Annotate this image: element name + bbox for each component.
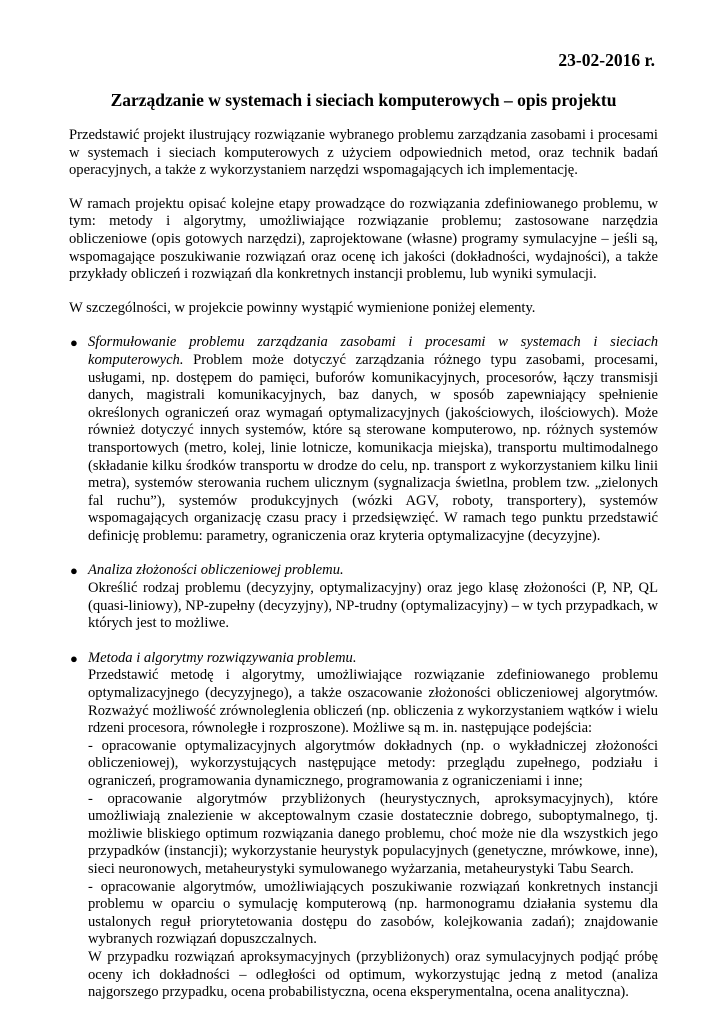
section-heading: Sformułowanie problemu zarządzania zasobami i procesami w systemach i sieciach komputerowych. (88, 334, 658, 368)
requirements-list (69, 334, 658, 1001)
section-body: Przedstawić metodę i algorytmy, umożliwiające rozwiązanie zdefiniowanego problemu optymalizacyjnego (decyzyjnego), a także oszacowanie złożoności obliczeniowej algorytmów. Rozważyć możliwość zrównoleglenia obliczeń (np. obliczenia z wykorzystaniem wątków i wielu rdzeni procesora, równoległe i rozproszone). Możliwe są m. in. następujące podejścia: (88, 667, 658, 737)
section-heading: Analiza złożoności obliczeniowej problemu. (88, 562, 344, 579)
intro-paragraph: W ramach projektu opisać kolejne etapy prowadzące do rozwiązania zdefiniowanego problemu, w tym: metody i algorytmy, umożliwiające rozwiązanie problemu; zastosowane narzędzia obliczeniowe (opis gotowych narzędzi), zaprojektowane (własne) programy symulacyjne – jeśli są, wspomagające poszukiwanie rozwiązań oraz ocenę ich jakości (dokładności, wydajności), a także przykłady obliczeń i rozwiązań dla konkretnych instancji problemu, lub wyniki symulacji. (69, 195, 658, 283)
section-body: Problem może dotyczyć zarządzania różnego typu zasobami, procesami, usługami, np. dostępem do pamięci, buforów komunikacyjnych, procesorów, łączy transmisji danych, magistrali komunikacyjnych, baz danych, w sposób zapewniający spełnienie określonych ograniczeń oraz wymagań optymalizacyjnych (jakościowych, ilościowych). Może również dotyczyć innych systemów, które są sterowane komputerowo, np. różnych systemów transportowych (metro, kolej, linie lotnicze, komunikacja miejska), transportu multimodalnego (składanie kilku środków transportu w drodze do celu, np. transport z wykorzystaniem kilku linii metra), systemów sterowania ruchem ulicznym (sygnalizacja świetlna, problem tzw. „zielonych fal ruchu”), systemów produkcyjnych (wózki AGV, roboty, transportery), systemów wspomagających organizację czasu pracy i przedsięwzięć. W ramach tego punktu przedstawić definicję problemu: parametry, ograniczenia oraz kryteria optymalizacyjne (decyzyjne). (88, 351, 658, 544)
document-title: Zarządzanie w systemach i sieciach komputerowych – opis projektu (110, 90, 617, 110)
list-item (69, 334, 658, 545)
section-text (88, 334, 658, 545)
section-body: - opracowanie algorytmów, umożliwiających poszukiwanie rozwiązań konkretnych instancji problemu w oparciu o symulację komputerową (np. harmonogramu działania systemu dla ustalonych reguł priorytetowania dostępu do zasobów, kolejkowania zadań); znajdowanie wybranych rozwiązań dopuszczalnych. (88, 878, 658, 948)
bullet-icon: ● (70, 335, 78, 351)
list-item (69, 650, 658, 1002)
list-item (69, 562, 658, 632)
section-heading: Metoda i algorytmy rozwiązywania problemu. (88, 649, 357, 666)
bullet-icon: ● (70, 563, 78, 579)
section-body: W przypadku rozwiązań aproksymacyjnych (przybliżonych) oraz symulacyjnych podjąć próbę oceny ich dokładności – odległości od optimum, wykorzystując jedną z metod (analiza najgorszego przypadku, ocena probabilistyczna, ocena eksperymentalna, ocena analityczna). (88, 948, 658, 1001)
bullet-icon: ● (70, 650, 78, 666)
intro-paragraph: Przedstawić projekt ilustrujący rozwiązanie wybranego problemu zarządzania zasobami i procesami w systemach i sieciach komputerowych z użyciem odpowiednich metod, oraz technik badań operacyjnych, a także z wykorzystaniem narzędzi wspomagających ich implementację. (69, 127, 658, 179)
section-body: Określić rodzaj problemu (decyzyjny, optymalizacyjny) oraz jego klasę złożoności (P, NP, QL (quasi-liniowy), NP-zupełny (decyzyjny), NP-trudny (optymalizacyjny) – w tych przypadkach, w których jest to możliwe. (88, 580, 658, 632)
intro-paragraph: W szczególności, w projekcie powinny wystąpić wymienione poniżej elementy. (69, 299, 536, 316)
section-body: - opracowanie algorytmów przybliżonych (heurystycznych, aproksymacyjnych), które umożliwiają znalezienie w akceptowalnym czasie dostatecznie dobrego, suboptymalnego, tj. możliwie bliskiego optimum rozwiązania danego problemu, choć może nie dla wszystkich jego przypadków (instancji); wykorzystanie heurystyk populacyjnych (genetyczne, mrówkowe, inne), sieci neuronowych, metaheurystyki symulowanego wyżarzania, metaheurystyki Tabu Search. (88, 790, 658, 877)
document-date: 23-02-2016 r. (558, 50, 655, 70)
section-body: - opracowanie optymalizacyjnych algorytmów dokładnych (np. o wykładniczej złożoności obliczeniowej), wykorzystujących następujące metody: przeglądu zupełnego, podziału i ograniczeń, programowania dynamicznego, programowania z ograniczeniami i inne; (88, 737, 658, 789)
